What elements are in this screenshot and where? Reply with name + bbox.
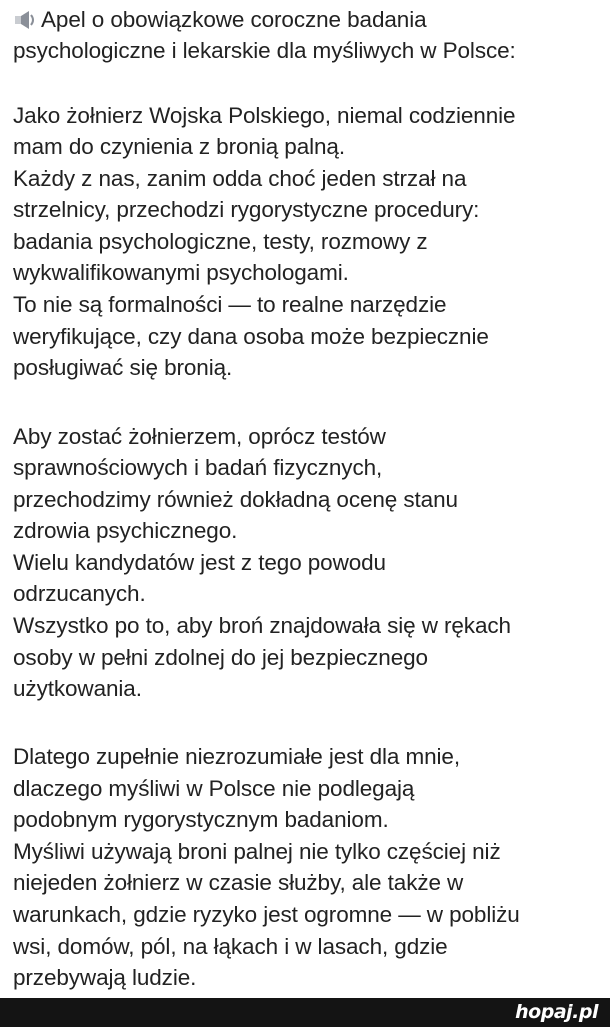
post-line: Dlatego zupełnie niezrozumiałe jest dla mnie, (13, 744, 460, 769)
post-line: Jako żołnierz Wojska Polskiego, niemal codziennie (13, 103, 516, 128)
post-line: Wielu kandydatów jest z tego powodu (13, 550, 386, 575)
post-line: przebywają ludzie. (13, 965, 197, 990)
post-line: odrzucanych. (13, 581, 146, 606)
post-line: weryfikujące, czy dana osoba może bezpiecznie (13, 324, 489, 349)
post-line: Aby zostać żołnierzem, oprócz testów (13, 424, 386, 449)
post-line: wsi, domów, pól, na łąkach i w lasach, gdzie (13, 934, 448, 959)
post-line: dlaczego myśliwi w Polsce nie podlegają (13, 776, 415, 801)
post-heading-line: Apel o obowiązkowe coroczne badania (13, 5, 427, 39)
post-line: Każdy z nas, zanim odda choć jeden strzał na (13, 166, 467, 191)
post-line: podobnym rygorystycznym badaniom. (13, 807, 389, 832)
post-line: zdrowia psychicznego. (13, 518, 238, 543)
post-line: sprawnościowych i badań fizycznych, (13, 455, 383, 480)
post-line: posługiwać się bronią. (13, 355, 233, 380)
post-line: psychologiczne i lekarskie dla myśliwych w Polsce: (13, 38, 516, 63)
post-line: To nie są formalności — to realne narzędzie (13, 292, 447, 317)
post-line: wykwalifikowanymi psychologami. (13, 260, 349, 285)
post-line: użytkowania. (13, 676, 142, 701)
post-line: Wszystko po to, aby broń znajdowała się w rękach (13, 613, 511, 638)
post-line: warunkach, gdzie ryzyko jest ogromne — w pobliżu (13, 902, 520, 927)
post-line: osoby w pełni zdolnej do jej bezpiecznego (13, 645, 428, 670)
post-line: strzelnicy, przechodzi rygorystyczne procedury: (13, 197, 480, 222)
post-line: niejeden żołnierz w czasie służby, ale także w (13, 870, 464, 895)
post-line: badania psychologiczne, testy, rozmowy z (13, 229, 428, 254)
post-line: Myśliwi używają broni palnej nie tylko częściej niż (13, 839, 501, 864)
brand-watermark: hopaj.pl (515, 1001, 598, 1023)
watermark-bar (0, 998, 610, 1027)
post-line: mam do czynienia z bronią palną. (13, 134, 345, 159)
post-line: przechodzimy również dokładną ocenę stanu (13, 487, 458, 512)
megaphone-icon (13, 9, 37, 39)
